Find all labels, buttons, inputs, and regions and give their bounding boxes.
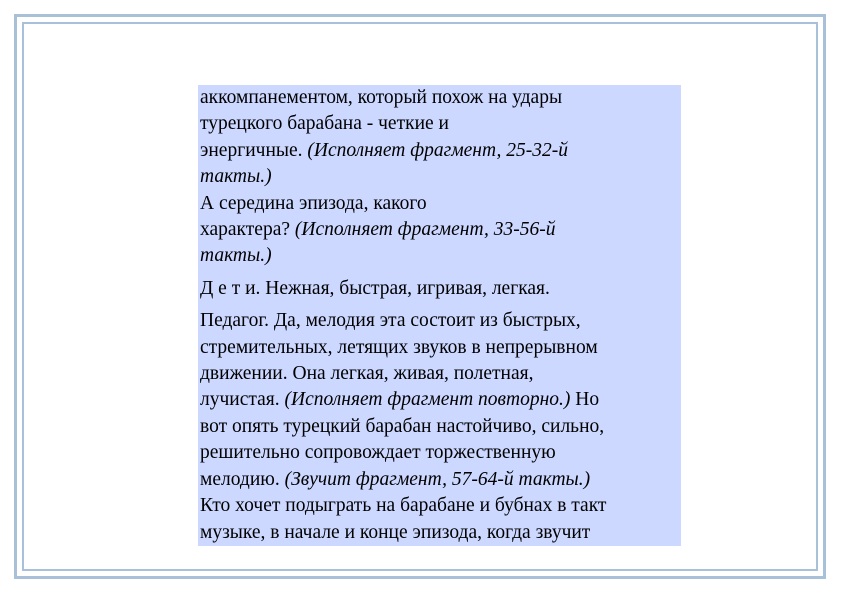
text-block	[198, 85, 681, 546]
text-line	[200, 467, 679, 493]
text-segment: А середина эпизода, какого	[200, 192, 427, 214]
text-line	[200, 361, 679, 387]
text-segment: Но	[570, 389, 600, 411]
text-line	[200, 111, 679, 137]
italic-text-segment: (Звучит фрагмент, 57-64-й такты.)	[284, 468, 591, 490]
italic-text-segment: (Исполняет фрагмент повторно.)	[284, 389, 571, 411]
text-line	[200, 85, 679, 111]
italic-text-segment: такты.)	[200, 245, 272, 267]
text-segment: Педагог. Да, мелодия эта состоит из быстрых,	[200, 310, 581, 332]
text-segment: Кто хочет подыграть на барабане и бубнах в такт	[200, 495, 607, 517]
text-segment: энергичные.	[200, 139, 308, 161]
text-segment: музыке, в начале и конце эпизода, когда звучит	[200, 521, 591, 543]
text-line	[200, 276, 679, 302]
text-segment: аккомпанементом, который похож на удары	[200, 87, 563, 108]
text-segment: лучистая.	[200, 389, 285, 411]
text-line	[200, 217, 679, 243]
text-segment: вот опять турецкий барабан настойчиво, сильно,	[200, 415, 605, 437]
text-line	[200, 387, 679, 413]
text-segment: мелодию.	[200, 468, 285, 490]
italic-text-segment: (Исполняет фрагмент, 33-56-й	[294, 219, 556, 241]
italic-text-segment: (Исполняет фрагмент, 25-32-й	[307, 139, 569, 161]
text-line	[200, 164, 679, 190]
paragraph	[200, 276, 679, 302]
text-segment: решительно сопровождает торжественную	[200, 442, 556, 464]
text-line	[200, 335, 679, 361]
text-line	[200, 308, 679, 334]
text-segment: движении. Она легкая, живая, полетная,	[200, 363, 534, 385]
text-segment: турецкого барабана - четкие и	[200, 113, 449, 135]
paragraph	[200, 308, 679, 546]
text-line	[200, 520, 679, 546]
text-line	[200, 414, 679, 440]
text-segment: стремительных, летящих звуков в непрерывном	[200, 336, 598, 358]
text-line	[200, 440, 679, 466]
text-line	[200, 138, 679, 164]
italic-text-segment: такты.)	[200, 166, 272, 188]
text-line	[200, 191, 679, 217]
paragraph	[200, 191, 679, 270]
text-line	[200, 493, 679, 519]
text-segment: Д е т и. Нежная, быстрая, игривая, легкая.	[200, 277, 550, 299]
text-segment: характера?	[200, 219, 295, 241]
paragraph	[200, 85, 679, 191]
text-line	[200, 243, 679, 269]
